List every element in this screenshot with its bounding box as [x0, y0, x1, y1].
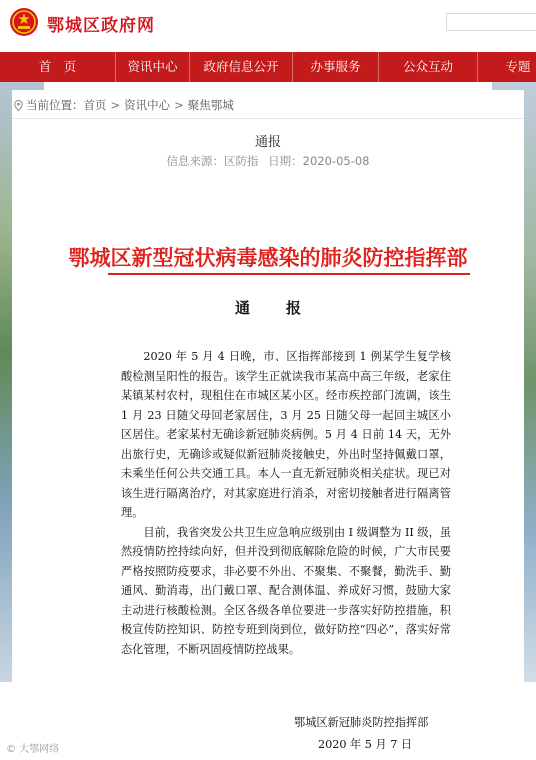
site-title[interactable]: 鄂城区政府网 [47, 16, 155, 36]
watermark: © 大鄂网络 [6, 744, 60, 755]
nav-item-home[interactable]: 首 页 [0, 52, 116, 82]
nav-item-news[interactable]: 资讯中心 [116, 52, 190, 82]
document-title: 通报 [234, 299, 337, 317]
document-body [121, 347, 451, 659]
nav-item-services[interactable]: 办事服务 [293, 52, 379, 82]
search-input[interactable] [446, 13, 536, 31]
document-paragraph: 2020 年 5 月 4 日晚，市、区指挥部接到 1 例某学生复学核酸检测呈阳性的报告。该学生正就读我市某高中高三年级，老家住某镇某村农村，现租住在市城区某小区。经市疾控部门流调，该生 1 月 23 日随父母回老家居住，3 月 25 日随父母一起回主城区小区居住。老家某村无确诊新冠肺炎病例。5 月 4 日前 14 天，无外出旅行史，无确诊或疑似新冠肺炎接触史，外出时坚持佩戴口罩，未乘坐任何公共交通工具。本人一直无新冠肺炎相关症状。现已对该生进行隔离治疗，对其家庭进行消杀，对密切接触者进行隔离管理。 [121, 350, 451, 519]
article-title: 通报 [254, 135, 281, 150]
divider [12, 118, 524, 119]
article-source: 信息来源：区防指 [166, 154, 259, 168]
document-image [44, 172, 492, 760]
document-signature: 鄂城区新冠肺炎防控指挥部 [294, 716, 429, 729]
breadcrumb-separator: > [110, 98, 121, 112]
site-header [0, 0, 536, 52]
article-meta [0, 153, 536, 169]
location-pin-icon [14, 100, 23, 111]
breadcrumb [14, 97, 234, 113]
document-paragraph: 目前，我省突发公共卫生应急响应级别由 I 级调整为 II 级，虽然疫情防控持续向好，但并没到彻底解除危险的时候，广大市民要严格按照防疫要求，非必要不外出、不聚集、不聚餐，勤洗手、勤通风、勤消毒，出门戴口罩、配合测体温、养成好习惯，鼓励大家主动进行核酸检测。全区各级各单位要进一步落实好防控措施，积极宣传防控知识、防控专班到岗到位，做好防控“四必”，落实好常态化管理，不断巩固疫情防控战果。 [121, 525, 451, 656]
article-date: 日期：2020-05-08 [268, 154, 370, 168]
nav-item-gov-info[interactable]: 政府信息公开 [190, 52, 293, 82]
document-header: 鄂城区新型冠状病毒感染的肺炎防控指挥部 [68, 245, 468, 270]
nav-item-public-interaction[interactable]: 公众互动 [379, 52, 478, 82]
breadcrumb-home[interactable]: 首页 [83, 98, 107, 112]
document-red-rule [108, 273, 470, 275]
breadcrumb-label: 当前位置： [26, 98, 84, 112]
nav-item-topics[interactable]: 专题 [505, 59, 531, 74]
main-nav [0, 52, 536, 82]
breadcrumb-news[interactable]: 资讯中心 [124, 98, 171, 112]
national-emblem-icon[interactable] [9, 7, 39, 37]
breadcrumb-focus[interactable]: 聚焦鄂城 [187, 98, 234, 112]
breadcrumb-separator: > [174, 98, 184, 112]
document-sign-date: 2020 年 5 月 7 日 [318, 738, 413, 751]
